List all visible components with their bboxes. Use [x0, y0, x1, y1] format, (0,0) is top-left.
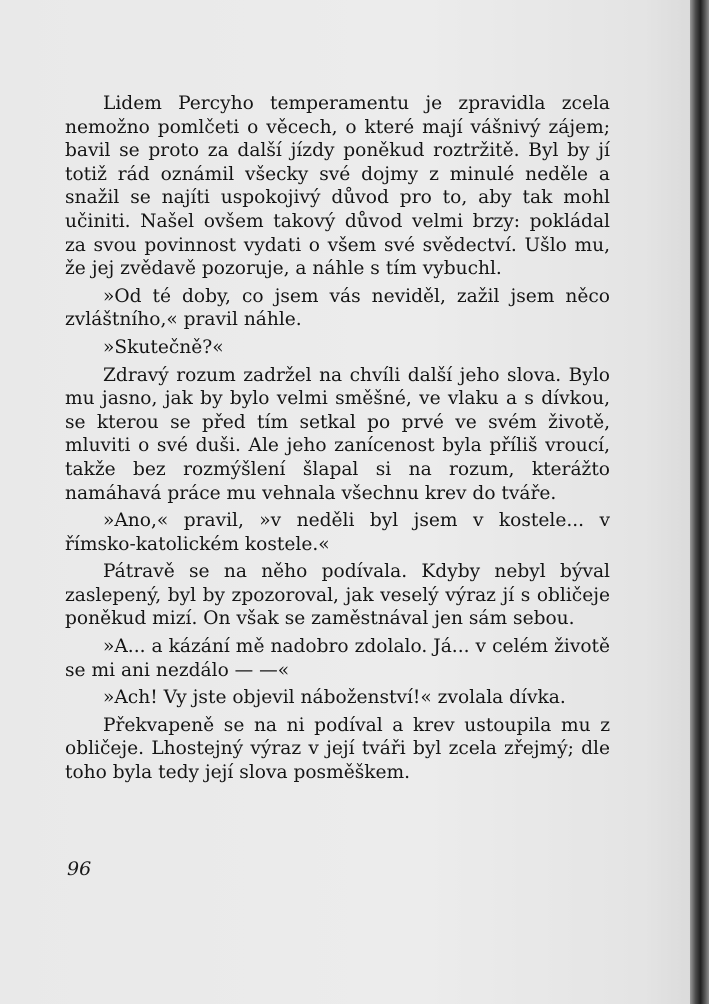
paragraph: Lidem Percyho temperamentu je zpravidla zcela nemožno pomlčeti o věcech, o které mají vášnivý zájem; bavil se proto za další jízdy poněkud roztržitě. Byl by jí totiž rád oznámil všecky své dojmy z minulé neděle a snažil se najíti uspokojivý důvod pro to, aby tak mohl učiniti. Našel ovšem takový důvod velmi brzy: pokládal za svou povinnost vydati o všem své svědectví. Ušlo mu, že jej zvědavě pozoruje, a náhle s tím vybuchl. — [65, 93, 610, 280]
paragraph: Zdravý rozum zadržel na chvíli další jeho slova. Bylo mu jasno, jak by bylo velmi směšné, ve vlaku a s dívkou, se kterou se před tím setkal po prvé ve svém životě, mluviti o své duši. Ale jeho zanícenost byla příliš vroucí, takže bez rozmýšlení šlapal si na rozum, kterážto namáhavá práce mu vehnala všechnu krev do tváře. — [65, 364, 610, 504]
paragraph: »Ano,« pravil, »v neděli byl jsem v kostele... v římsko-katolickém kostele.« — [65, 510, 610, 555]
paragraph: »Ach! Vy jste objevil náboženství!« zvolala dívka. — [103, 687, 566, 709]
paragraph: »A... a kázání mě nadobro zdolalo. Já... v celém životě se mi ani nezdálo — —« — [65, 636, 610, 681]
body-text — [65, 92, 610, 789]
book-gutter-shadow — [690, 0, 709, 1004]
paragraph: »Skutečně?« — [103, 336, 224, 358]
paragraph: »Od té doby, co jsem vás neviděl, zažil jsem něco zvláštního,« pravil náhle. — [65, 285, 610, 331]
paragraph: Pátravě se na něho podívala. Kdyby nebyl býval zaslepený, byl by zpozoroval, jak veselý výraz jí s obličeje poněkud mizí. On však se zaměstnával jen sám sebou. — [65, 561, 610, 630]
paragraph: Překvapeně se na ni podíval a krev ustoupila mu z obličeje. Lhostejný výraz v její tváři byl zcela zřejmý; dle toho byla tedy její slova posměškem. — [65, 714, 610, 784]
page-number: 96 — [67, 858, 92, 880]
